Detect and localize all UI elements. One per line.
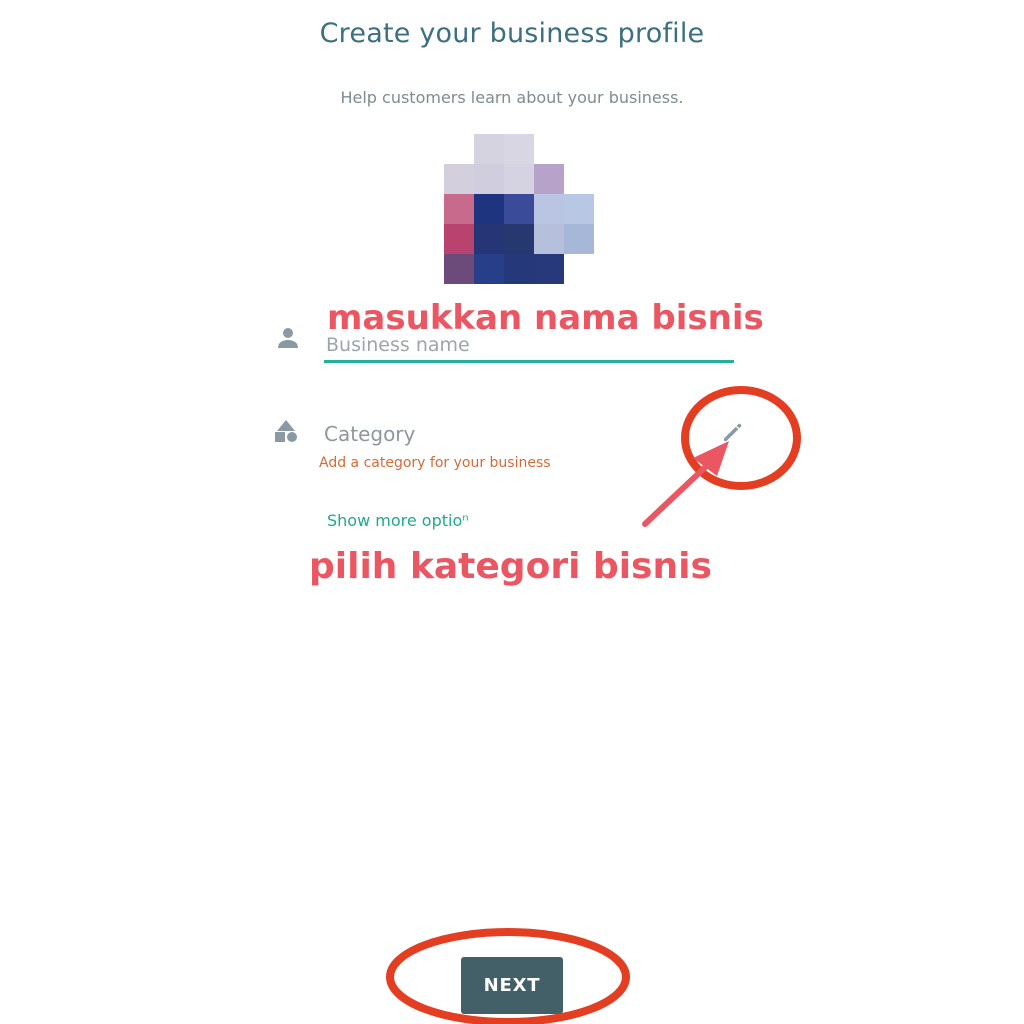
edit-category-button[interactable] bbox=[719, 419, 745, 445]
avatar-pixel bbox=[564, 224, 594, 254]
avatar-pixel bbox=[534, 254, 564, 284]
annotation-business-name: masukkan nama bisnis bbox=[327, 298, 764, 338]
avatar-pixel bbox=[444, 254, 474, 284]
next-button[interactable]: NEXT bbox=[461, 957, 563, 1014]
avatar-pixel bbox=[564, 254, 594, 284]
avatar-pixel bbox=[444, 224, 474, 254]
avatar-pixel bbox=[504, 134, 534, 164]
avatar-pixel bbox=[564, 194, 594, 224]
category-label: Category bbox=[324, 422, 416, 446]
avatar-pixel bbox=[534, 134, 564, 164]
business-name-underline bbox=[324, 360, 734, 363]
avatar-pixel bbox=[474, 224, 504, 254]
avatar-pixel bbox=[474, 194, 504, 224]
avatar-pixel bbox=[534, 164, 564, 194]
avatar-pixel bbox=[474, 254, 504, 284]
annotation-arrow bbox=[645, 441, 729, 524]
shapes-icon bbox=[273, 418, 299, 444]
annotation-category: pilih kategori bisnis bbox=[309, 546, 712, 587]
avatar-pixel bbox=[444, 134, 474, 164]
pencil-icon bbox=[720, 420, 744, 444]
category-hint: Add a category for your business bbox=[319, 455, 551, 471]
avatar-pixel bbox=[534, 194, 564, 224]
avatar-pixel bbox=[504, 254, 534, 284]
show-more-options-link[interactable]: Show more optioⁿ bbox=[327, 511, 469, 530]
page-subtitle: Help customers learn about your business. bbox=[340, 88, 684, 107]
avatar-pixel bbox=[504, 164, 534, 194]
person-icon bbox=[276, 326, 300, 350]
avatar-pixel bbox=[564, 134, 594, 164]
avatar-pixel bbox=[534, 224, 564, 254]
avatar-pixel bbox=[444, 164, 474, 194]
avatar-pixel bbox=[444, 194, 474, 224]
page-title: Create your business profile bbox=[319, 18, 705, 49]
avatar-pixel bbox=[504, 194, 534, 224]
avatar-pixel bbox=[474, 164, 504, 194]
profile-photo[interactable] bbox=[444, 134, 594, 284]
avatar-pixel bbox=[564, 164, 594, 194]
avatar-pixel bbox=[504, 224, 534, 254]
avatar-pixel bbox=[474, 134, 504, 164]
